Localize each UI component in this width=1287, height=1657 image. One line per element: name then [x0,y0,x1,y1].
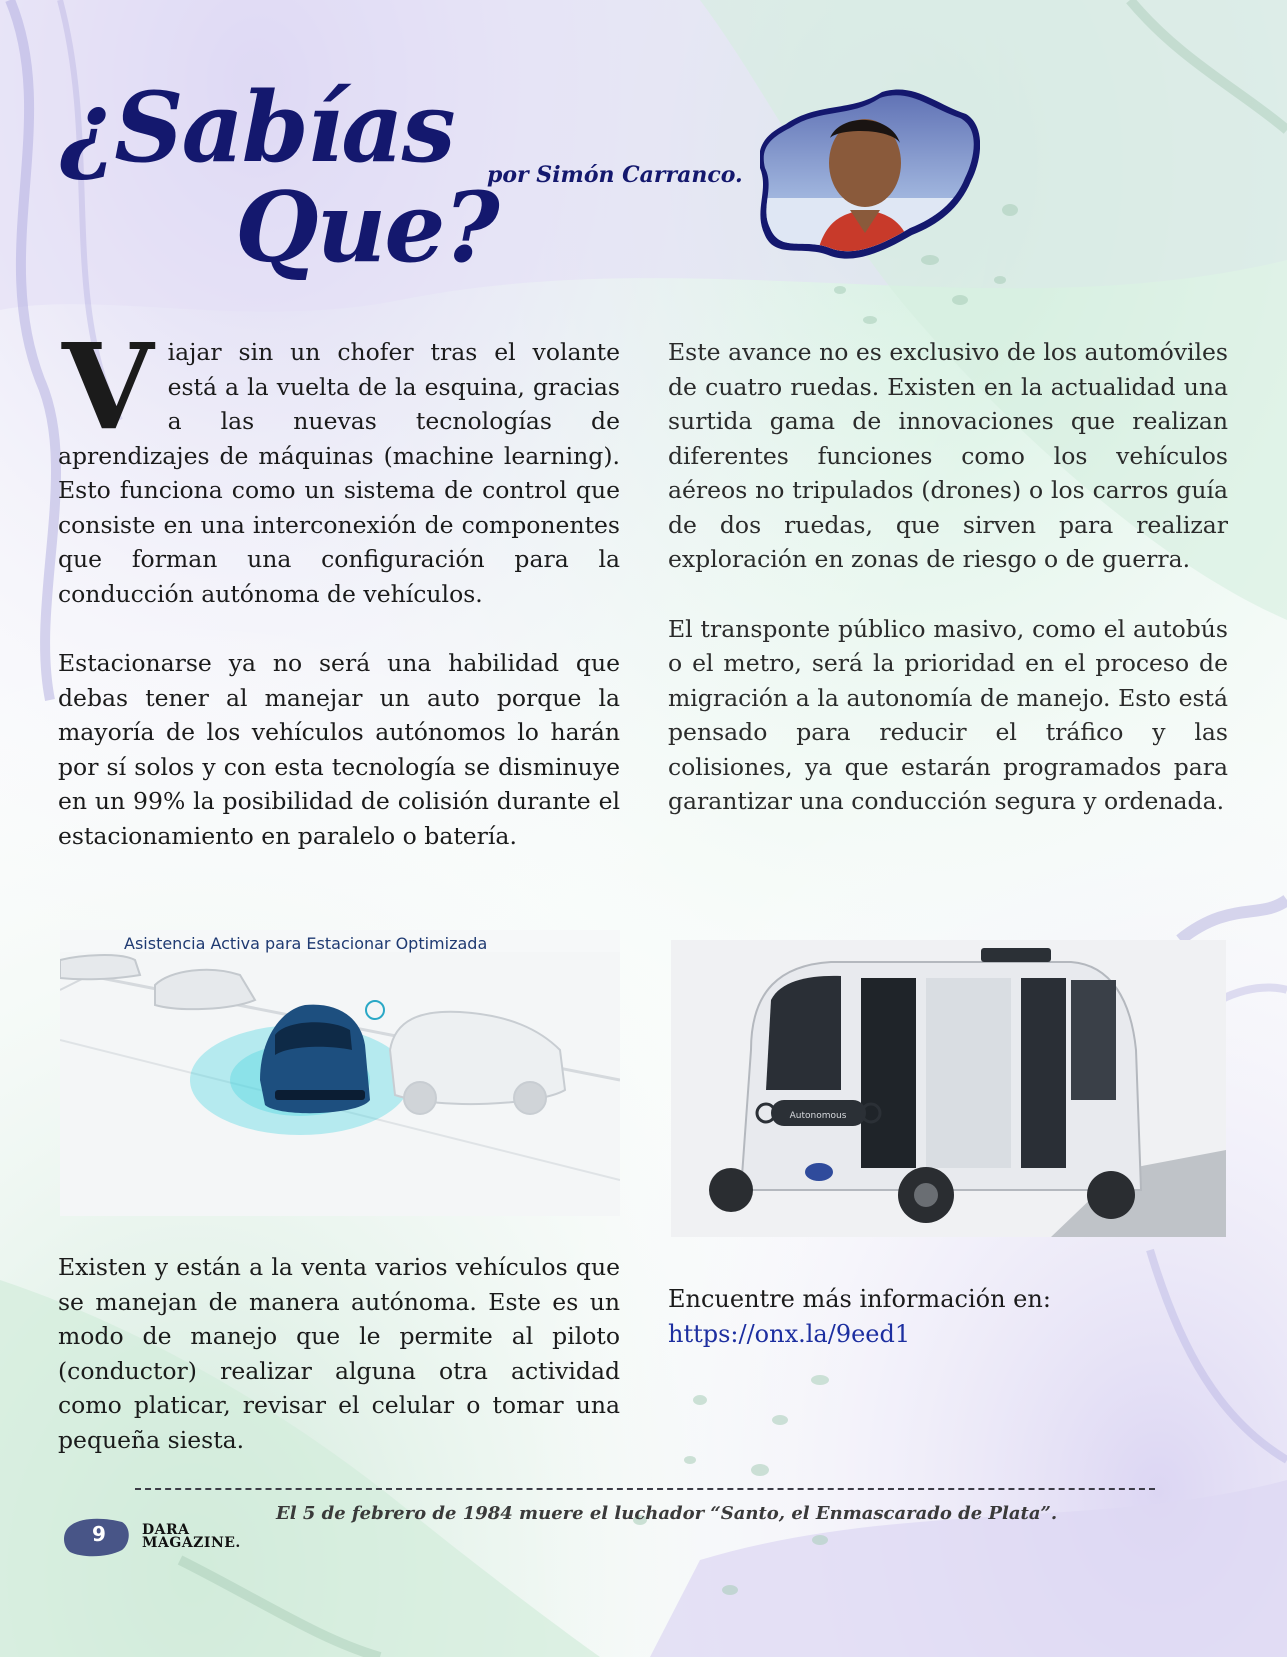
title-line-1: ¿Sabías [60,71,454,184]
bus-illustration [671,940,1226,1237]
page-number-badge [62,1516,132,1558]
magazine-section-title [60,71,500,284]
brand-line-1: DARA [142,1522,190,1538]
left-column [58,317,620,888]
bus-display-text: Autonomous [789,1111,847,1121]
footer-divider [135,1488,1155,1492]
right-paragraph-1: Este avance no es exclusivo de los automóviles de cuatro ruedas. Existen en la actualidad una surtida gama de innovaciones que realizan diferentes funciones como los vehículos aéreos no tripulados (drones) o los carros guía de dos ruedas, que sirven para realizar exploración en zonas de riesgo o de guerra. [668,338,1228,573]
parking-assist-caption: Asistencia Activa para Estacionar Optimizada [124,934,488,953]
drop-cap: V [62,317,154,456]
footer-fact-note: El 5 de febrero de 1984 muere el luchador “Santo, el Enmascarado de Plata”. [276,1503,1058,1524]
page-number: 9 [92,1522,106,1546]
left-paragraph-1 [58,317,620,611]
left-bottom-column [58,1250,620,1492]
author-byline: por Simón Carranco. [487,162,743,188]
right-paragraph-2: El transponte público masivo, como el autobús o el metro, será la prioridad en el proceso de migración a la autonomía de manejo. Esto está pensado para reducir el tráfico y las colisiones, ya que estarán programados para garantizar una conducción segura y ordenada. [668,614,1228,815]
brand-line-2: MAGAZINE. [142,1535,241,1551]
left-paragraph-2: Estacionarse ya no será una habilidad que debas tener al manejar un auto porque la mayoría de los vehículos autónomos lo harán por sí solos y con esta tecnología se disminuye en un 99% la posibilidad de colisión durante el estacionamiento en paralelo o batería. [58,649,620,850]
parking-illustration [60,930,620,1216]
left-paragraph-3: Existen y están a la venta varios vehículos que se manejan de manera autónoma. Este es un modo de manejo que le permite al piloto (conductor) realizar alguna otra actividad como platicar, revisar el celular o tomar una pequeña siesta. [58,1253,620,1454]
title-line-2: Que? [235,171,498,284]
left-paragraph-1-text: iajar sin un chofer tras el volante está a la vuelta de la esquina, gracias a las nuevas tecnologías de aprendizajes de máquinas (machine learning). Esto funciona como un sistema de control que consiste en una interconexión de componentes que forman una configuración para la conducción autónoma de vehículos. [58,338,620,608]
more-info-link[interactable]: https://onx.la/9eed1 [668,1320,911,1348]
more-info-label: Encuentre más información en: [668,1285,1051,1313]
autonomous-bus-image [671,940,1226,1237]
right-column [668,335,1228,854]
more-info [668,1282,1051,1352]
parking-assist-image [60,930,620,1216]
magazine-logo [142,1524,241,1550]
author-photo [760,88,980,268]
